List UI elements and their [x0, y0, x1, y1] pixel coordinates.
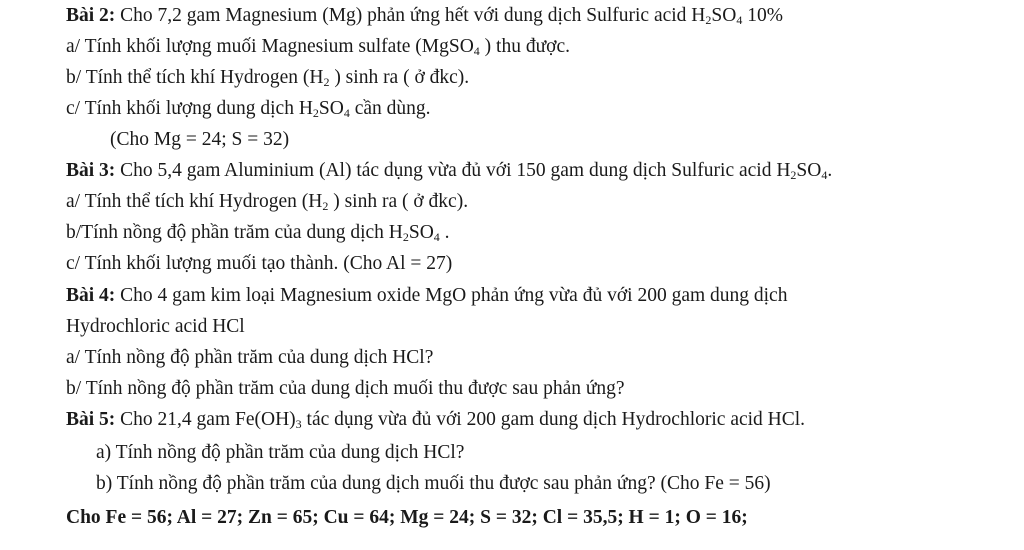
text: SO [711, 5, 737, 26]
problem-4-part-b [66, 376, 625, 402]
subscript: 4 [433, 230, 440, 244]
problem-5-part-b [96, 471, 771, 497]
text: a/ Tính khối lượng muối Magnesium sulfate (MgSO [66, 36, 474, 57]
problem-3-statement [66, 158, 832, 184]
subscript: 2 [705, 13, 712, 27]
problem-4-part-a [66, 345, 433, 371]
text: b/Tính nồng độ phần trăm của dung dịch H [66, 222, 403, 243]
text: . [827, 160, 833, 181]
text: SO [796, 160, 822, 181]
subscript: 2 [323, 75, 330, 89]
problem-label: Bài 3: [66, 160, 116, 181]
text: tác dụng vừa đủ với 200 gam dung dịch Hydrochloric acid HCl. [301, 409, 806, 430]
text: Hydrochloric acid HCl [66, 316, 245, 337]
text: b) Tính nồng độ phần trăm của dung dịch muối thu được sau phản ứng? (Cho Fe = 56) [96, 473, 771, 494]
subscript: 2 [312, 106, 319, 120]
problem-4-statement-cont [66, 314, 245, 340]
subscript: 4 [473, 44, 480, 58]
text: cần dùng. [349, 98, 431, 119]
subscript: 4 [821, 168, 828, 182]
problem-2-part-a [66, 34, 570, 60]
subscript: 4 [736, 13, 743, 27]
text: c/ Tính khối lượng dung dịch H [66, 98, 313, 119]
text: c/ Tính khối lượng muối tạo thành. (Cho Al = 27) [66, 253, 453, 274]
problem-2-given [110, 127, 289, 153]
text: b/ Tính thể tích khí Hydrogen (H [66, 67, 324, 88]
subscript: 4 [343, 106, 350, 120]
problem-5-statement [66, 407, 805, 433]
text: Cho 21,4 gam Fe(OH) [120, 409, 296, 430]
text: SO [318, 98, 344, 119]
text: ) sinh ra ( ở đkc). [329, 67, 470, 88]
problem-label: Bài 4: [66, 285, 116, 306]
text: (Cho Mg = 24; S = 32) [110, 129, 290, 150]
subscript: 2 [322, 199, 329, 213]
problem-label: Bài 5: [66, 409, 116, 430]
text: 10% [742, 5, 783, 26]
text: SO [408, 222, 434, 243]
text: ) thu được. [479, 36, 570, 57]
text: a/ Tính nồng độ phần trăm của dung dịch HCl? [66, 347, 434, 368]
problem-3-part-b [66, 220, 450, 246]
text: Cho Fe = 56; Al = 27; Zn = 65; Cu = 64; Mg = 24; S = 32; Cl = 35,5; H = 1; O = 16; [66, 507, 748, 528]
text: Cho 7,2 gam Magnesium (Mg) phản ứng hết với dung dịch Sulfuric acid H [120, 5, 706, 26]
problem-label: Bài 2: [66, 5, 116, 26]
text: Cho 5,4 gam Aluminium (Al) tác dụng vừa đủ với 150 gam dung dịch Sulfuric acid H [120, 160, 791, 181]
subscript: 2 [402, 230, 409, 244]
atomic-masses-footer [66, 505, 748, 531]
problem-5-part-a [96, 440, 464, 466]
problem-2-statement [66, 3, 783, 29]
text: a/ Tính thể tích khí Hydrogen (H [66, 191, 323, 212]
problem-4-statement [66, 283, 787, 309]
text: Cho 4 gam kim loại Magnesium oxide MgO phản ứng vừa đủ với 200 gam dung dịch [120, 285, 788, 306]
text: ) sinh ra ( ở đkc). [328, 191, 469, 212]
problem-2-part-b [66, 65, 469, 91]
subscript: 2 [790, 168, 797, 182]
text: . [439, 222, 450, 243]
subscript: 3 [295, 417, 302, 431]
problem-3-part-a [66, 189, 468, 215]
text: b/ Tính nồng độ phần trăm của dung dịch muối thu được sau phản ứng? [66, 378, 625, 399]
problem-3-part-c [66, 251, 452, 277]
text: a) Tính nồng độ phần trăm của dung dịch HCl? [96, 442, 465, 463]
problem-2-part-c [66, 96, 431, 122]
